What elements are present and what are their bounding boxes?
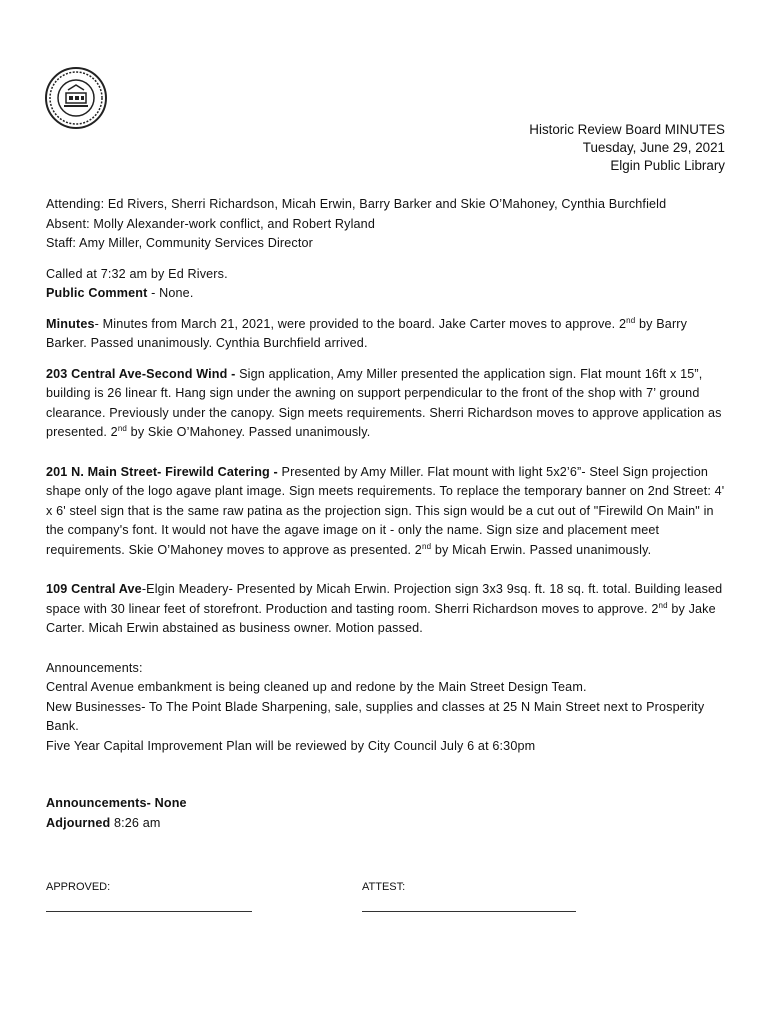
document-title: Historic Review Board MINUTES xyxy=(529,122,725,137)
announcements-none xyxy=(46,794,726,814)
announcement-item: New Businesses- To The Point Blade Sharpening, sale, supplies and classes at 25 N Main Street next to Prosperity Bank. xyxy=(46,699,705,733)
announcements-heading: Announcements: xyxy=(46,660,143,675)
item-203-central-ave xyxy=(46,365,726,443)
minutes-body xyxy=(46,195,726,833)
document-header xyxy=(529,121,725,175)
item-text: -Elgin Meadery- Presented by Micah Erwin. Projection sign 3x3 9sq. ft. 18 sq. ft. total. Building leased space with 30 linear feet of storefront. Production and tasting room. Sherri Richardson moves to approve. 2 xyxy=(46,582,723,616)
called-line: Called at 7:32 am by Ed Rivers. xyxy=(46,266,228,281)
staff-line: Staff: Amy Miller, Community Services Director xyxy=(46,236,314,250)
item-201-n-main-street xyxy=(46,463,726,561)
meeting-date: Tuesday, June 29, 2021 xyxy=(582,140,725,155)
public-comment xyxy=(46,284,726,304)
adjourned-line xyxy=(46,814,726,834)
item-109-central-ave xyxy=(46,580,726,639)
minutes-text: - Minutes from March 21, 2021, were provided to the board. Jake Carter moves to approve. 2 xyxy=(94,316,627,331)
item-label: 203 Central Ave-Second Wind - xyxy=(46,366,240,381)
absent-line: Absent: Molly Alexander-work conflict, and Robert Ryland xyxy=(46,216,375,231)
ordinal-suffix: nd xyxy=(117,423,128,433)
attest-label: ATTEST: xyxy=(362,881,406,893)
announcement-item: Central Avenue embankment is being cleaned up and redone by the Main Street Design Team. xyxy=(46,680,587,694)
attest-signature-line xyxy=(362,911,576,912)
item-text-cont: by Skie O’Mahoney. Passed unanimously. xyxy=(127,425,371,439)
adjourned-time: 8:26 am xyxy=(110,815,161,830)
ordinal-suffix: nd xyxy=(658,600,668,610)
minutes-paragraph xyxy=(46,315,726,354)
approved-signature-block xyxy=(46,881,252,912)
approved-signature-line xyxy=(46,911,252,912)
ordinal-suffix: nd xyxy=(421,541,432,551)
approved-label: APPROVED: xyxy=(46,881,111,893)
item-text: Sign application, Amy Miller presented the application sign. Flat mount 16ft x 15”, building is 26 linear ft. Hang sign under the awning on support perpendicular to the front of the shop with 7’ ground clearance. Previously under the canopy. Sign meets requirements. Sherri Richardson moves to approve application as presented. 2 xyxy=(46,366,722,439)
item-text-cont: by Jake Carter. Micah Erwin abstained as business owner. Motion passed. xyxy=(46,601,716,635)
city-seal-logo xyxy=(44,66,108,130)
item-text-cont: by Micah Erwin. Passed unanimously. xyxy=(431,542,652,557)
announcements-none-label: Announcements- None xyxy=(46,796,187,810)
meeting-location: Elgin Public Library xyxy=(610,158,725,173)
minutes-label: Minutes xyxy=(46,316,95,331)
item-label: 109 Central Ave xyxy=(46,582,142,596)
item-text: Presented by Amy Miller. Flat mount with light 5x2’6”- Steel Sign projection shape only of the logo agave plant image. Sign meets requirements. To replace the temporary banner on 2nd Street: 4' x 6' steel sign that is the same raw patina as the projection sign. This sign would be a cut out of "Firewild On Main" in the company's font. It would not have the agave image on it - only the name. Sign size and placement meet requirements. Skie O’Mahoney moves to approve as presented. 2 xyxy=(46,464,725,557)
public-comment-label: Public Comment xyxy=(46,286,148,300)
public-comment-text: - None. xyxy=(147,286,194,300)
adjourned-label: Adjourned xyxy=(46,815,111,830)
attest-signature-block xyxy=(362,881,576,912)
ordinal-suffix: nd xyxy=(626,315,636,325)
item-label: 201 N. Main Street- Firewild Catering - xyxy=(46,464,282,479)
minutes-text-cont: by Barry Barker. Passed unanimously. Cynthia Burchfield arrived. xyxy=(46,316,688,350)
announcement-item: Five Year Capital Improvement Plan will be reviewed by City Council July 6 at 6:30pm xyxy=(46,738,536,753)
attending-line: Attending: Ed Rivers, Sherri Richardson, Micah Erwin, Barry Barker and Skie O’Mahoney, Cynthia Burchfield xyxy=(46,197,667,211)
